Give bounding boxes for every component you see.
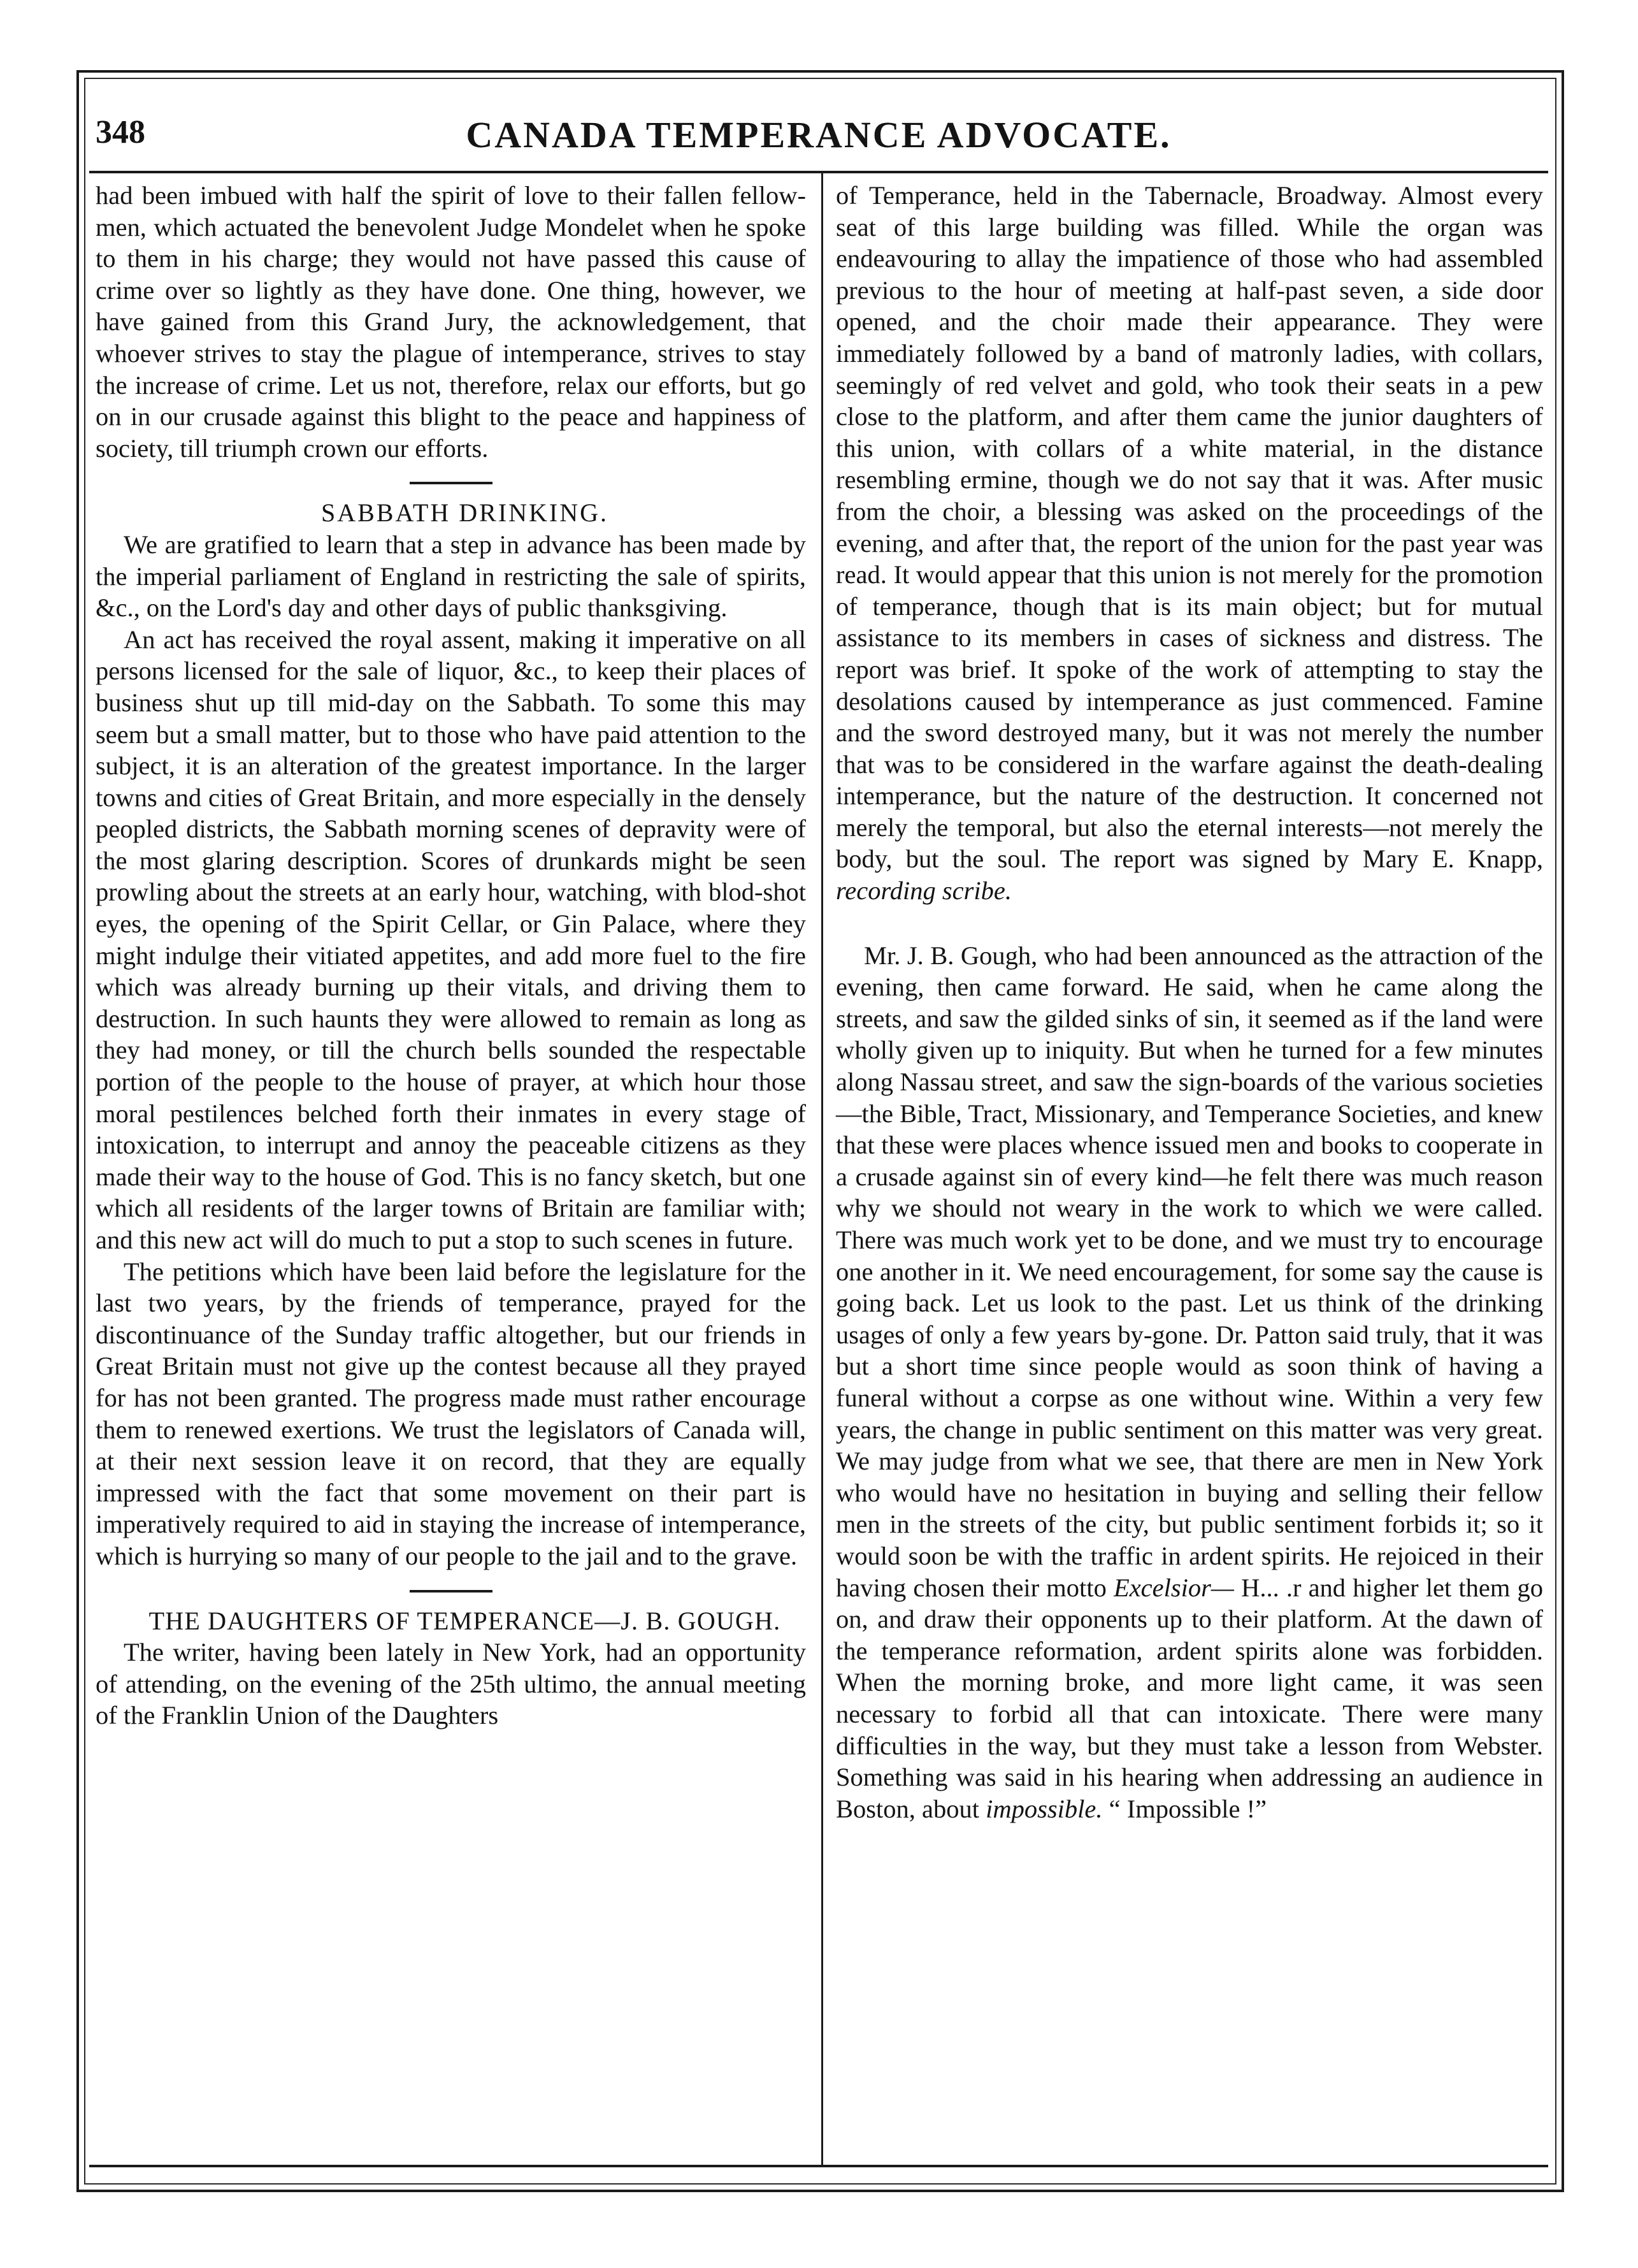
left-column [96, 180, 806, 1731]
sabbath-paragraph-2: An act has received the royal assent, making it imperative on all persons licensed for the sale of liquor, &c., to keep their places of business shut up till mid-day on the Sabbath. To some this may seem but a small matter, but to those who have paid attention to the subject, it is an alteration of the greatest importance. In the larger towns and cities of Great Britain, and more especially in the densely peopled districts, the Sabbath morning scenes of depravity were of the most glaring description. Scores of drunkards might be seen prowling about the streets at an early hour, watching, with blod-shot eyes, the opening of the Spirit Cellar, or Gin Palace, where they might indulge their vitiated appetites, and add more fuel to the fire which was already burning up their vitals, and driving them to destruction. In such haunts they were allowed to remain as long as they had money, or till the church bells sounded the respectable portion of the people to the house of prayer, at which hour those moral pestilences belched forth their inmates in every stage of intoxication, to interrupt and annoy the peaceable citizens as they made their way to the house of God. This is no fancy sketch, but one which all residents of the larger towns of Britain are familiar with; and this new act will do much to put a stop to such scenes in future. [96, 625, 806, 1254]
section-title-daughters-of-temperance: THE DAUGHTERS OF TEMPERANCE—J. B. GOUGH. [148, 1606, 781, 1635]
paragraph-gap [836, 907, 1543, 940]
daughters-continued-paragraph [836, 180, 1543, 907]
sabbath-paragraph-3: The petitions which have been laid before the legislature for the last two years, by the friends of temperance, prayed for the discontinuance of the Sunday traffic altogether, but our friends in Great Britain must not give up the contest because all they prayed for has not been granted. The progress made must rather encourage them to renewed exertions. We trust the legislators of Canada will, at their next session leave it on record, that they are equally impressed with the fact that some movement on their part is imperatively required to aid in staying the increase of intemperance, which is hurrying so many of our people to the jail and to the grave. [96, 1257, 806, 1570]
emphasis-impossible: impossible. [986, 1794, 1103, 1823]
page-number: 348 [96, 114, 145, 150]
section-separator [410, 1590, 492, 1593]
daughters-continued-text: of Temperance, held in the Tabernacle, Broadway. Almost every seat of this large building was filled. While the organ was endeavouring to allay the impatience of those who had assembled previous to the hour of meeting at half-past seven, a side door opened, and the choir made their appearance. They were immediately followed by a band of matronly ladies, with collars, seemingly of red velvet and gold, who took their seats in a pew close to the platform, and after them came the junior daughters of this union, with collars of a white material, in the distance resembling ermine, though we do not say that it was. After music from the choir, a blessing was asked on the proceedings of the evening, and after that, the report of the union for the past year was read. It would appear that this union is not merely for the promotion of temperance, though that is its main object; but for mutual assistance to its members in cases of sickness and distress. The report was brief. It spoke of the work of attempting to stay the desolations caused by intemperance as just commenced. Famine and the sword destroyed many, but it was not merely the number that was to be considered in the warfare against the death-dealing intemperance, but the nature of the destruction. It concerned not merely the temporal, but also the eternal interests—not merely the body, but the soul. The report was signed by Mary E. Knapp, [836, 181, 1543, 874]
column-divider [821, 173, 823, 2165]
gough-text-start: Mr. J. B. Gough, who had been announced as the attraction of the evening, then came forward. He said, when he came along the streets, and saw the gilded sinks of sin, it seemed as if the land were wholly given up to iniquity. But when he turned for a few minutes along Nassau street, and saw the sign-boards of the various societies—the Bible, Tract, Missionary, and Temperance Societies, and knew that these were places whence issued men and books to cooperate in a crusade against sin of every kind—he felt there was much reason why we should not weary in the work to which we were called. There was much work yet to be done, and we must try to encourage one another in it. We need encouragement, for some say the cause is going back. Let us look to the past. Let us think of the drinking usages of only a few years by-gone. Dr. Patton said truly, that it was but a short time since people would as soon think of having a funeral without a corpse as one without wine. Within a very few years, the change in public sentiment on this matter was very great. We may judge from what we see, that there are men in New York who would have no hesitation in buying and selling their fellow men in the streets of the city, but public sentiment forbids it; so it would soon be with the traffic in ardent spirits. He rejoiced in their having chosen their motto [836, 941, 1543, 1602]
motto-excelsior: Excelsior— [1113, 1573, 1234, 1602]
right-column [836, 180, 1543, 1824]
gough-text-middle: H... .r and higher let them go on, and draw their opponents up to their platform. At the dawn of the temperance reformation, ardent spirits alone was forbidden. When the morning broke, and more light came, it was seen necessary to forbid all that can intoxicate. There were many difficulties in the way, but they must take a lesson from Webster. Something was said in his hearing when addressing an audience in Boston, about [836, 1573, 1544, 1823]
section-title-sabbath-drinking: SABBATH DRINKING. [320, 498, 609, 528]
sabbath-paragraph-1: We are gratified to learn that a step in advance has been made by the imperial parliament of England in restricting the sale of spirits, &c., on the Lord's day and other days of public thanksgiving. [96, 530, 806, 623]
section-separator [410, 482, 492, 484]
running-head: CANADA TEMPERANCE ADVOCATE. [466, 114, 1172, 155]
gough-paragraph [836, 940, 1543, 1825]
intro-paragraph: had been imbued with half the spirit of love to their fallen fellow-men, which actuated the benevolent Judge Mondelet when he spoke to them in his charge; they would not have passed this cause of crime over so lightly as they have done. One thing, however, we have gained from this Grand Jury, the acknowledgement, that whoever strives to stay the plague of intemperance, strives to stay the increase of crime. Let us not, therefore, relax our efforts, but go on in our crusade against this blight to the peace and happiness of society, till triumph crown our efforts. [96, 181, 806, 463]
daughters-paragraph-1: The writer, having been lately in New York, had an opportunity of attending, on the evening of the 25th ultimo, the annual meeting of the Franklin Union of the Daughters [96, 1638, 806, 1730]
page-header [89, 108, 1548, 178]
gough-text-end: “ Impossible !” [1109, 1794, 1267, 1823]
bottom-rule [89, 2165, 1548, 2167]
header-rule [89, 171, 1548, 173]
recording-scribe: recording scribe. [836, 876, 1012, 906]
